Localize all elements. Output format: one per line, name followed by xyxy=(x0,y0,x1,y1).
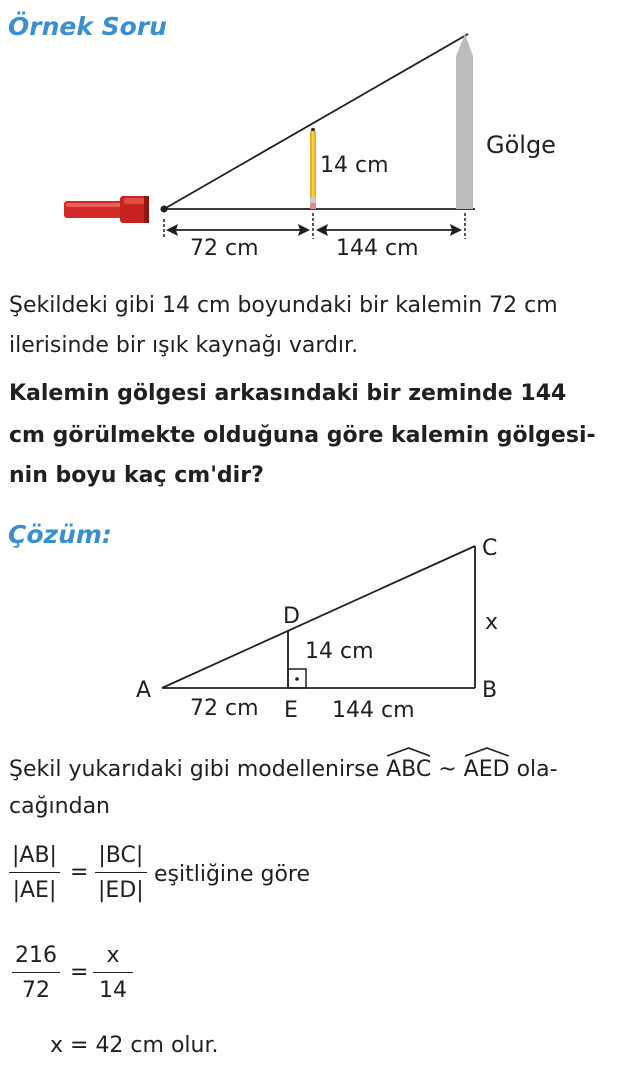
light-source-point xyxy=(161,206,168,213)
flashlight-icon xyxy=(64,196,149,223)
ratio-note: eşitliğine göre xyxy=(154,862,311,887)
segment-ac xyxy=(162,546,475,688)
denominator: |AE| xyxy=(12,878,57,903)
equals-sign: = xyxy=(70,860,89,885)
distance-72-label: 72 cm xyxy=(190,236,259,261)
fraction-x-14 xyxy=(93,943,133,1003)
model-text-pre: Şekil yukarıdaki gibi modellenirse xyxy=(9,757,380,782)
point-e-label: E xyxy=(284,698,298,723)
denominator: 14 xyxy=(99,978,127,1003)
example-heading: Örnek Soru xyxy=(8,12,167,41)
shadow-wall xyxy=(456,34,473,209)
side-ae-label: 72 cm xyxy=(190,696,259,721)
solution-heading: Çözüm: xyxy=(8,520,112,549)
pencil-height-label: 14 cm xyxy=(320,153,389,178)
question-bold-line-3: nin boyu kaç cm'dir? xyxy=(9,463,264,488)
model-line-1 xyxy=(9,757,629,782)
numerator: |AB| xyxy=(12,843,57,868)
equals-sign: = xyxy=(70,960,89,985)
fraction-216-72 xyxy=(12,943,60,1003)
point-a-label: A xyxy=(136,678,152,703)
shadow-label: Gölge xyxy=(486,131,556,159)
triangle-figure xyxy=(0,530,638,730)
similar-symbol: ~ xyxy=(438,757,457,782)
distance-144-label: 144 cm xyxy=(336,236,419,261)
question-line-1: Şekildeki gibi 14 cm boyundaki bir kalemin 72 cm xyxy=(9,293,558,318)
point-b-label: B xyxy=(482,678,498,703)
side-de-label: 14 cm xyxy=(305,639,374,664)
point-d-label: D xyxy=(283,604,300,629)
question-bold-line-2: cm görülmekte olduğuna göre kalemin gölgesi- xyxy=(9,423,596,448)
numerator: x xyxy=(106,943,120,968)
model-text-post: ola- xyxy=(516,757,558,782)
fraction-ab-ae xyxy=(9,843,60,903)
arc-hat-icon xyxy=(464,747,510,757)
point-c-label: C xyxy=(482,536,498,561)
pencil-icon xyxy=(310,128,316,209)
triangle-aed: AED xyxy=(464,757,510,782)
result-line: x = 42 cm olur. xyxy=(50,1033,219,1058)
question-bold-line-1: Kalemin gölgesi arkasındaki bir zeminde 144 xyxy=(9,381,567,406)
arc-hat-icon xyxy=(386,747,431,757)
denominator: 72 xyxy=(22,978,50,1003)
fraction-bc-ed xyxy=(95,843,147,903)
triangle-abc: ABC xyxy=(386,757,431,782)
dimension-144-arrow xyxy=(316,224,462,236)
side-eb-label: 144 cm xyxy=(332,698,415,723)
model-line-2: cağından xyxy=(9,794,110,819)
numerator: 216 xyxy=(15,943,57,968)
dimension-72-arrow xyxy=(166,224,310,236)
side-x-label: x xyxy=(485,610,499,635)
denominator: |ED| xyxy=(98,878,144,903)
question-line-2: ilerisinde bir ışık kaynağı vardır. xyxy=(9,333,359,358)
numerator: |BC| xyxy=(98,843,144,868)
